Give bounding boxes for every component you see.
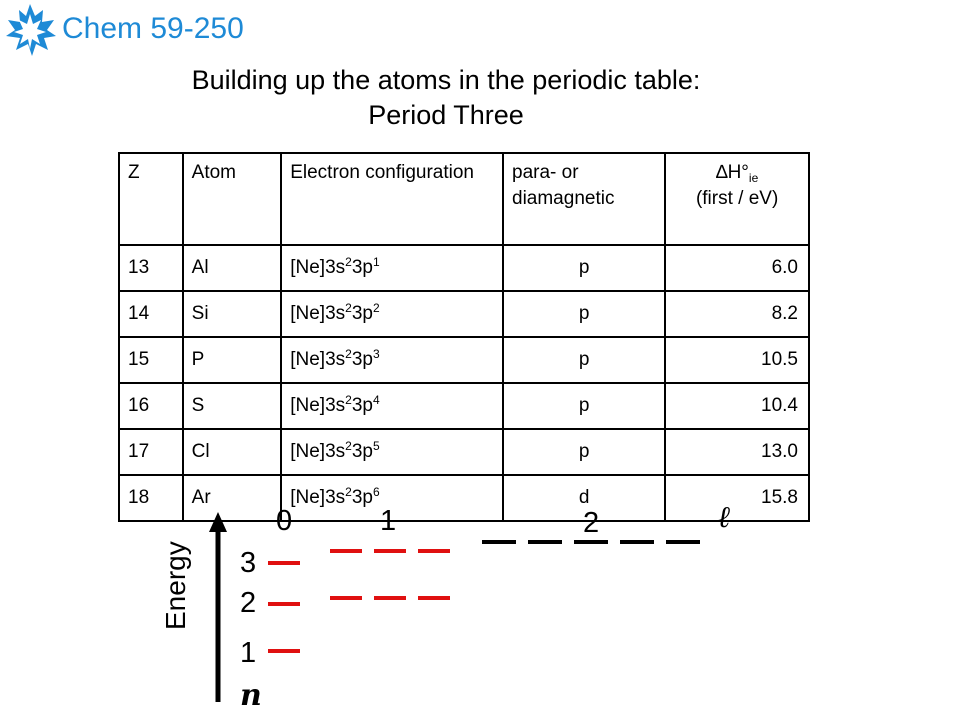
config-s-exponent: 2 [345,255,352,269]
cell-magnetic: p [503,245,665,291]
cell-atom: S [183,383,282,429]
cell-atom: Si [183,291,282,337]
cell-atom: Cl [183,429,282,475]
cell-atom: Al [183,245,282,291]
n-label-3: 3 [240,547,257,579]
cell-z: 17 [119,429,183,475]
cell-z: 16 [119,383,183,429]
config-p: 3p [351,257,373,278]
cell-ionization-enthalpy: 10.4 [665,383,809,429]
config-s-exponent: 2 [345,301,352,315]
config-core: [Ne]3s [290,349,346,370]
config-p-exponent: 5 [372,439,380,453]
config-core: [Ne]3s [290,395,346,416]
cell-z: 14 [119,291,183,337]
cell-magnetic: p [503,291,665,337]
l-label-1: 1 [380,505,397,537]
title-line-1: Building up the atoms in the periodic table: [191,65,701,95]
n-label-1: 1 [240,637,257,669]
cell-ionization-enthalpy: 10.5 [665,337,809,383]
cell-magnetic: p [503,383,665,429]
config-p-exponent: 6 [372,485,380,499]
cell-magnetic: d [503,475,665,521]
cell-z: 18 [119,475,183,521]
config-s-exponent: 2 [345,439,352,453]
l-label-2: 2 [583,507,600,539]
config-p-exponent: 2 [372,301,380,315]
energy-axis-arrowhead [209,512,227,532]
config-p: 3p [351,441,373,462]
cell-magnetic: p [503,337,665,383]
config-core: [Ne]3s [290,441,346,462]
config-p: 3p [351,395,373,416]
energy-axis-label: Energy [160,541,191,630]
dh-subscript: ie [748,171,759,185]
cell-atom: P [183,337,282,383]
config-core: [Ne]3s [290,487,346,508]
config-core: [Ne]3s [290,257,346,278]
n-label-2: 2 [240,587,257,619]
cell-ionization-enthalpy: 6.0 [665,245,809,291]
cell-z: 15 [119,337,183,383]
config-s-exponent: 2 [345,393,352,407]
course-title: Chem 59-250 [62,12,244,45]
l-label-0: 0 [276,505,293,537]
config-p: 3p [351,487,373,508]
config-p-exponent: 1 [372,255,380,269]
config-s-exponent: 2 [345,485,352,499]
header-magnetic: para- or diamagnetic [503,153,665,245]
cell-z: 13 [119,245,183,291]
config-p: 3p [351,349,373,370]
config-s-exponent: 2 [345,347,352,361]
cell-ionization-enthalpy: 15.8 [665,475,809,521]
cell-ionization-enthalpy: 13.0 [665,429,809,475]
n-symbol: n [240,678,262,713]
cell-ionization-enthalpy: 8.2 [665,291,809,337]
config-core: [Ne]3s [290,303,346,324]
header-config: Electron configuration [281,153,503,245]
config-p-exponent: 3 [372,347,380,361]
header-atom: Atom [183,153,282,245]
config-p: 3p [351,303,373,324]
header-z: Z [119,153,183,245]
cell-magnetic: p [503,429,665,475]
config-p-exponent: 4 [372,393,380,407]
dh-units: (first / eV) [695,188,779,209]
dh-symbol: ∆H° [715,162,749,183]
title-line-2: Period Three [368,100,524,130]
l-symbol: ℓ [718,500,731,535]
cell-atom: Ar [183,475,282,521]
